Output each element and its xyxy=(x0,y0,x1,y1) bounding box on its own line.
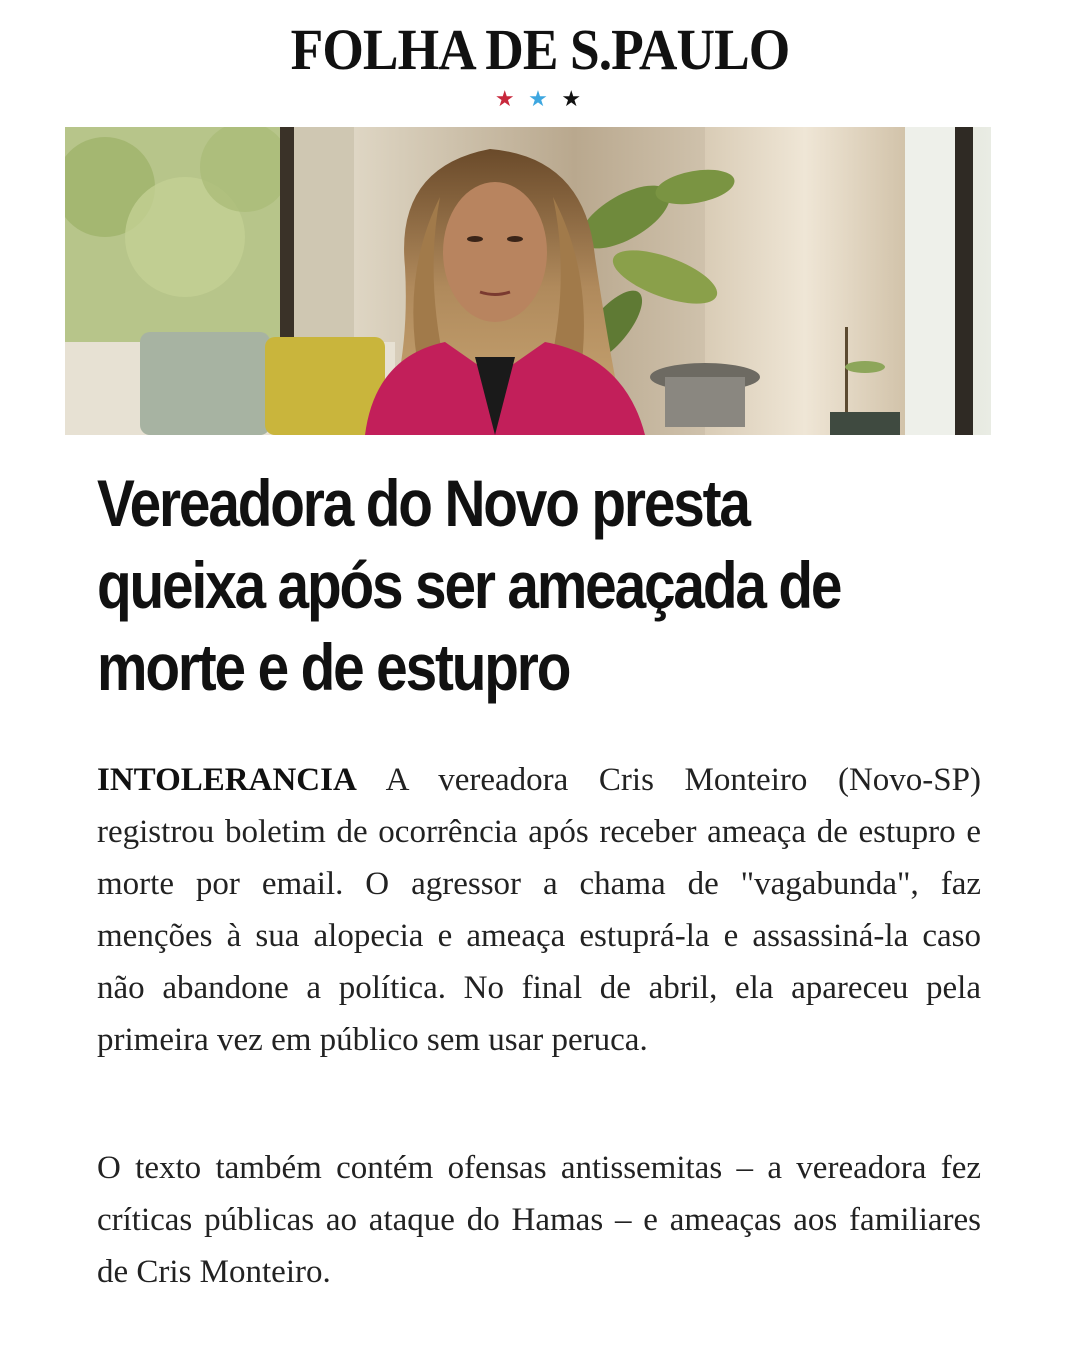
masthead xyxy=(0,18,1080,112)
blue-star-icon: ★ xyxy=(528,86,552,111)
article-paragraph-1 xyxy=(97,754,981,1066)
article-headline: Vereadora do Novo presta queixa após ser ameaçada de morte e de estupro xyxy=(97,466,841,704)
article-paragraph-2: O texto também contém ofensas antissemitas – a vereadora fez críticas públicas ao ataque do Hamas – e ameaças aos familiares de Cris Monteiro. xyxy=(97,1150,981,1290)
logo-stars xyxy=(0,86,1080,112)
newspaper-logo: FOLHA DE S.PAULO xyxy=(290,17,790,82)
article-kicker: INTOLERANCIA xyxy=(97,762,357,798)
paragraph-1-text: A vereadora Cris Monteiro (Novo-SP) registrou boletim de ocorrência após receber ameaça de estupro e morte por email. O agressor a chama de "vagabunda", faz menções à sua alopecia e ameaça estuprá-la e assassiná-la caso não abandone a política. No final de abril, ela apareceu pela primeira vez em público sem usar peruca. xyxy=(97,762,981,1058)
red-star-icon: ★ xyxy=(494,86,519,111)
woman-portrait-photo xyxy=(65,127,991,435)
article-photo xyxy=(65,127,991,435)
black-star-icon: ★ xyxy=(561,86,586,111)
